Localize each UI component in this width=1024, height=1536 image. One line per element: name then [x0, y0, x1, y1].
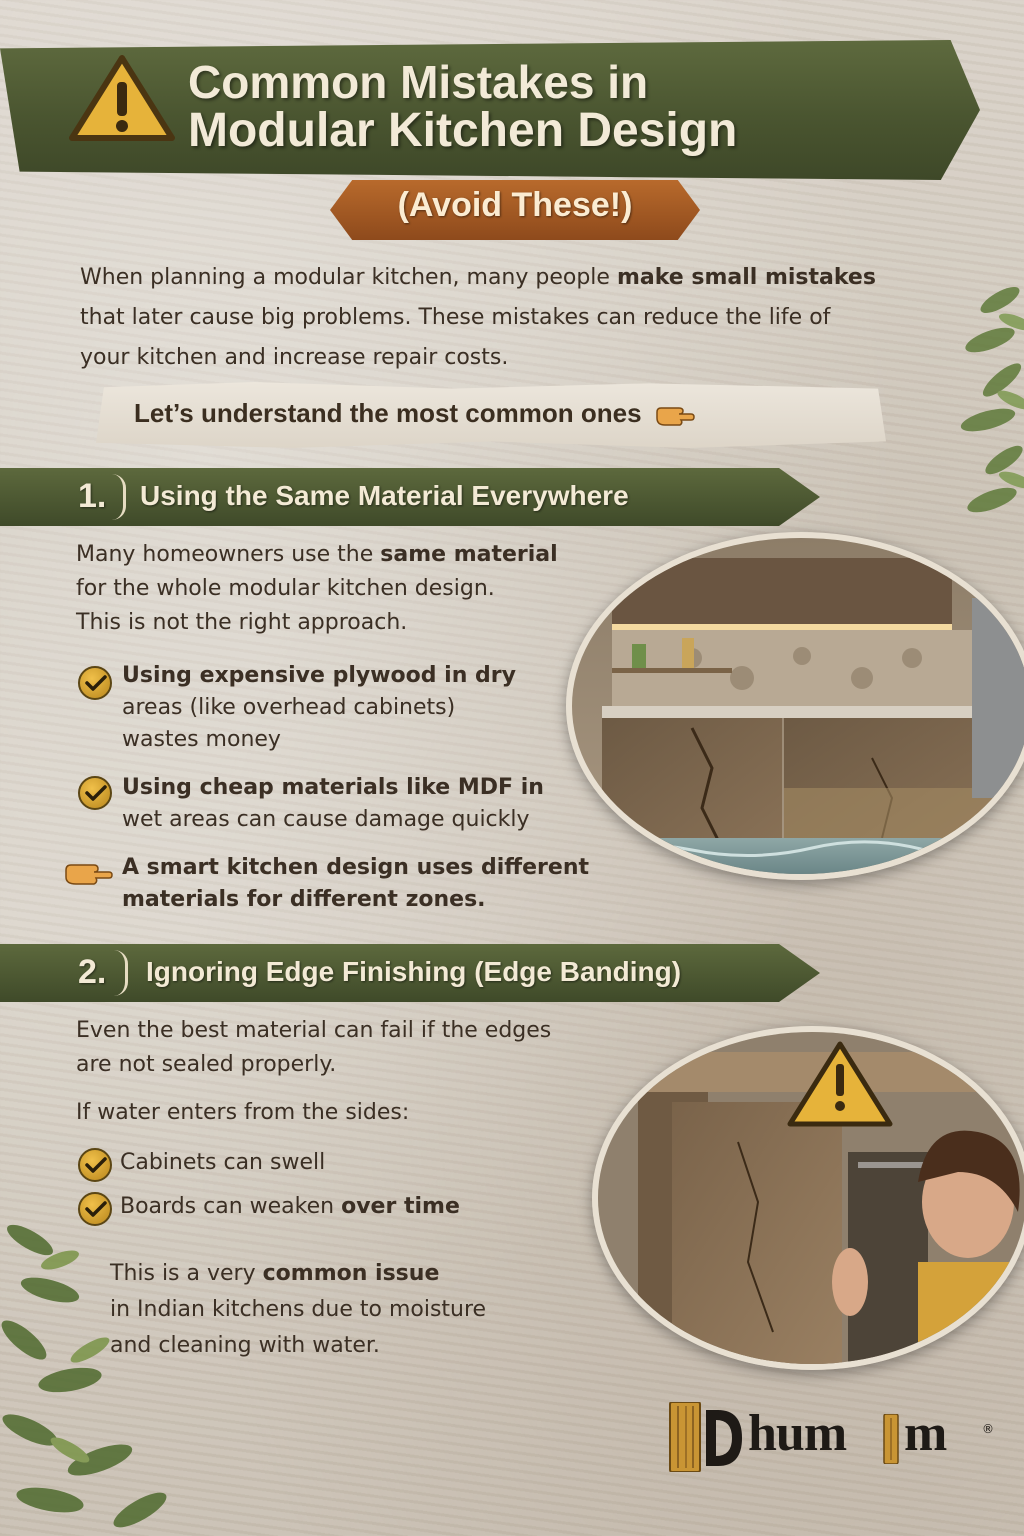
intro-line-2: that later cause big problems. These mistakes can reduce the life of [80, 305, 831, 330]
section-2-bullet-2: Boards can weaken over time [120, 1194, 460, 1219]
title-line-1: Common Mistakes in [188, 56, 649, 108]
intro-paragraph [80, 258, 970, 378]
section-1-bullet-1: Using expensive plywood in dry areas (like overhead cabinets) wastes money [122, 663, 516, 752]
brand-letter-i-icon [880, 1414, 902, 1464]
page-title [188, 58, 948, 157]
section-1-bullet-2: Using cheap materials like MDF in wet areas can cause damage quickly [122, 775, 544, 832]
check-icon [78, 666, 112, 700]
plant-decoration-bottom-left [0, 1200, 180, 1536]
brand-letter-d-icon [704, 1408, 744, 1468]
subtitle: (Avoid These!) [397, 186, 633, 224]
pointing-hand-icon [655, 402, 695, 428]
cabinet-inspection-photo [592, 1026, 1024, 1370]
section-2-number: 2. [78, 953, 107, 991]
section-1-paragraph: Many homeowners use the same material for the whole modular kitchen design. This is not the right approach. [76, 542, 558, 635]
check-icon [78, 776, 112, 810]
check-icon [78, 1148, 112, 1182]
title-line-2: Modular Kitchen Design [188, 104, 738, 158]
warning-icon [66, 52, 178, 144]
section-2-paragraph: Even the best material can fail if the edges are not sealed properly. [76, 1018, 552, 1077]
section-2-title: Ignoring Edge Finishing (Edge Banding) [146, 956, 682, 987]
section-2-bullet-1: Cabinets can swell [120, 1150, 326, 1175]
cta-text: Let’s understand the most common ones [134, 398, 834, 429]
brand-logo-icon [668, 1402, 702, 1472]
pointing-hand-icon [64, 860, 114, 888]
intro-line-1: When planning a modular kitchen, many people make small mistakes [80, 265, 876, 290]
section-1-tip: A smart kitchen design uses different materials for different zones. [122, 855, 589, 912]
registered-mark: ® [982, 1422, 994, 1436]
section-2-lead: If water enters from the sides: [76, 1100, 410, 1125]
section-1-title: Using the Same Material Everywhere [140, 480, 629, 511]
brand-name: hum [748, 1405, 847, 1462]
kitchen-damage-photo [566, 532, 1024, 880]
check-icon [78, 1192, 112, 1226]
section-1-number: 1. [78, 477, 107, 515]
intro-line-3: your kitchen and increase repair costs. [80, 345, 509, 370]
brand-logo [668, 1400, 998, 1476]
section-2-divider [114, 950, 128, 996]
section-1-divider [112, 474, 126, 520]
brand-name-tail: m [904, 1405, 947, 1462]
section-2-note: This is a very common issue in Indian kitchens due to moisture and cleaning with water. [110, 1261, 487, 1358]
